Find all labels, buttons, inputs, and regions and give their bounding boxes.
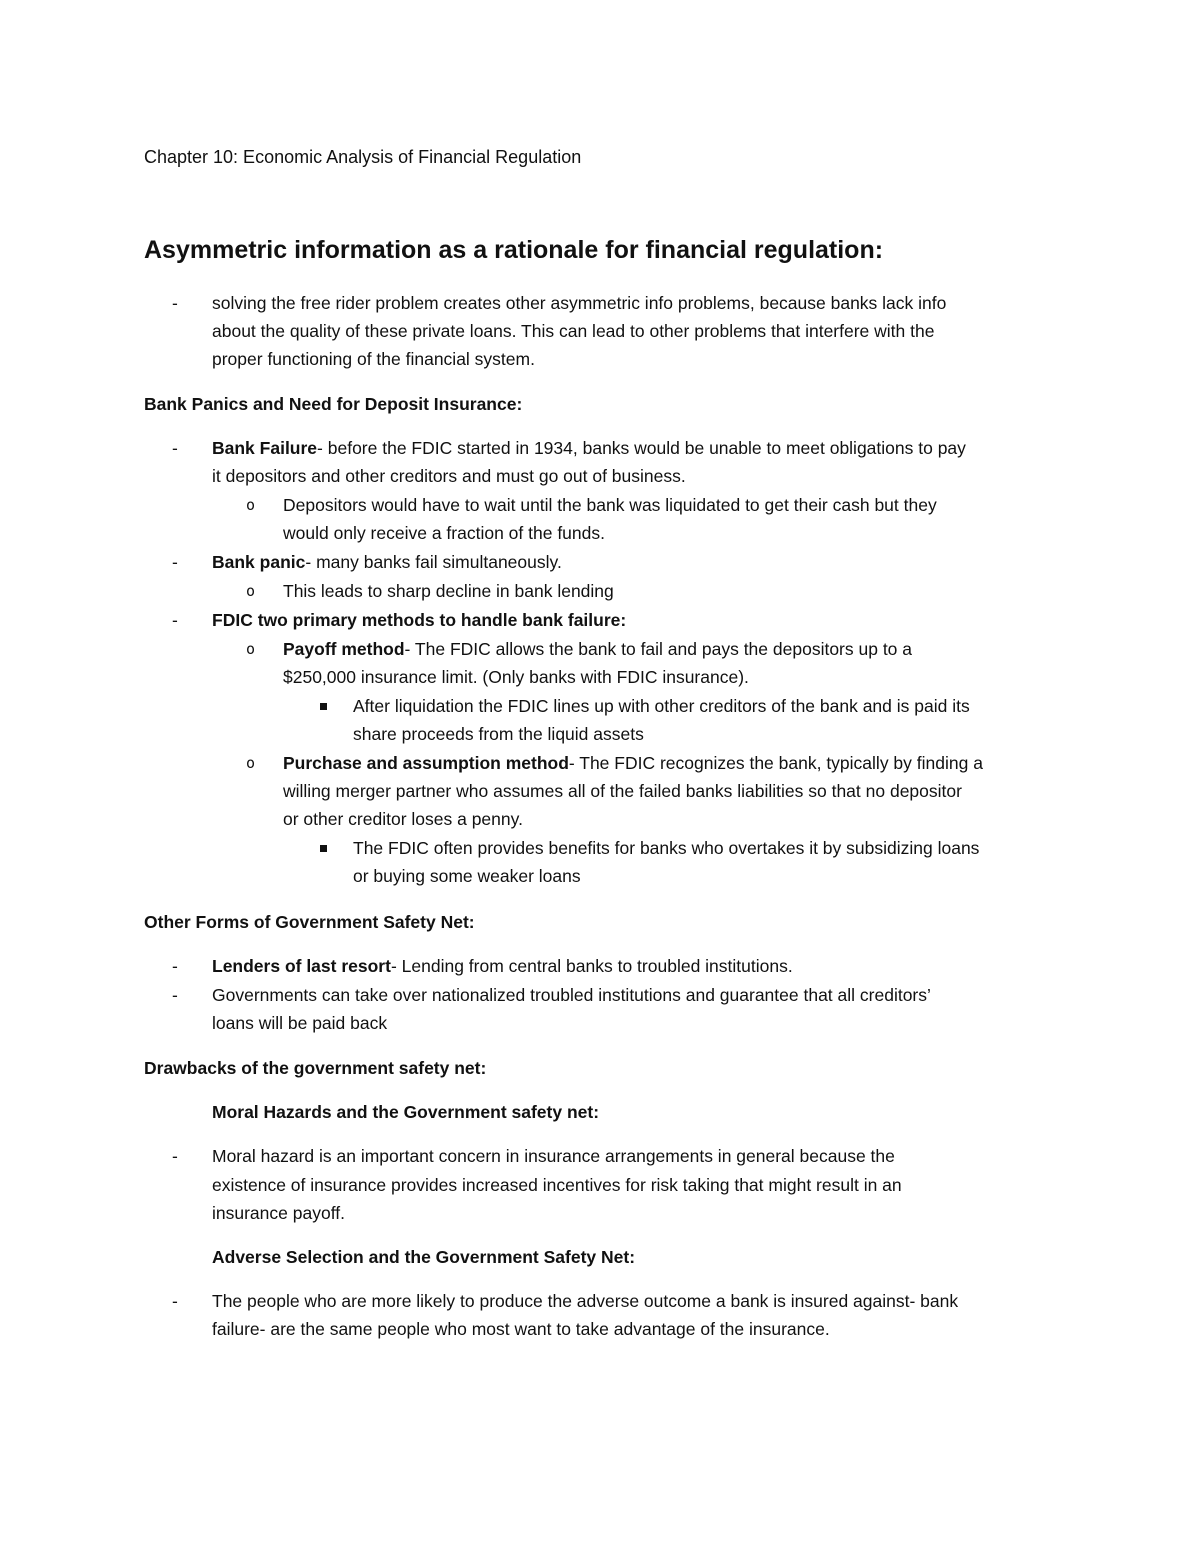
bank-failure-term: Bank Failure (212, 438, 318, 458)
payoff-sub-line-2: share proceeds from the liquid assets (353, 724, 644, 744)
fdic-methods-heading: FDIC two primary methods to handle bank failure: (212, 610, 627, 630)
bullet-dash: - (172, 1146, 178, 1166)
chapter-title: Chapter 10: Economic Analysis of Financial Regulation (144, 147, 582, 167)
bank-failure-line-2: it depositors and other creditors and must go out of business. (212, 466, 686, 486)
depositors-line-2: would only receive a fraction of the funds. (283, 523, 605, 543)
governments-line-1: Governments can take over nationalized troubled institutions and guarantee that all creditors’ (212, 985, 931, 1005)
purchase-sub-line-1: The FDIC often provides benefits for banks who overtakes it by subsidizing loans (353, 838, 980, 858)
section-heading-drawbacks: Drawbacks of the government safety net: (144, 1058, 487, 1078)
subheading-moral-hazard: Moral Hazards and the Government safety net: (212, 1102, 600, 1122)
bullet-dash: - (172, 438, 178, 458)
moral-line-2: existence of insurance provides increased incentives for risk taking that might result in an (212, 1175, 902, 1195)
intro-line-2: about the quality of these private loans. This can lead to other problems that interfere with the (212, 321, 935, 341)
bullet-dash: - (172, 956, 178, 976)
moral-line-1: Moral hazard is an important concern in insurance arrangements in general because the (212, 1146, 895, 1166)
bullet-circle: o (246, 496, 256, 514)
bullet-circle: o (246, 640, 256, 658)
section-heading-other-forms: Other Forms of Government Safety Net: (144, 912, 475, 932)
adverse-line-1: The people who are more likely to produce the adverse outcome a bank is insured against- bank (212, 1291, 959, 1311)
intro-line-1: solving the free rider problem creates other asymmetric info problems, because banks lack info (212, 293, 947, 313)
intro-line-3: proper functioning of the financial system. (212, 349, 535, 369)
section-heading-bank-panics: Bank Panics and Need for Deposit Insurance: (144, 394, 523, 414)
bank-panic-line: Bank panic- many banks fail simultaneously. (212, 552, 562, 572)
bullet-dash: - (172, 293, 178, 313)
purchase-sub-line-2: or buying some weaker loans (353, 866, 581, 886)
depositors-line-1: Depositors would have to wait until the bank was liquidated to get their cash but they (283, 495, 937, 515)
bullet-circle: o (246, 582, 256, 600)
bullet-dash: - (172, 610, 178, 630)
bullet-dash: - (172, 1291, 178, 1311)
lenders-line: Lenders of last resort- Lending from central banks to troubled institutions. (212, 956, 793, 976)
bullet-square (320, 703, 327, 710)
bank-panic-term: Bank panic (212, 552, 306, 572)
bank-panic-sub: This leads to sharp decline in bank lending (283, 581, 614, 601)
bullet-dash: - (172, 985, 178, 1005)
lenders-term: Lenders of last resort (212, 956, 391, 976)
main-heading: Asymmetric information as a rationale for financial regulation: (144, 236, 884, 264)
bank-failure-line-1: Bank Failure- before the FDIC started in 1934, banks would be unable to meet obligations to pay (212, 438, 966, 458)
purchase-line-1: Purchase and assumption method- The FDIC recognizes the bank, typically by finding a (283, 753, 983, 773)
purchase-line-2: willing merger partner who assumes all of the failed banks liabilities so that no depositor (283, 781, 962, 801)
bullet-square (320, 845, 327, 852)
governments-line-2: loans will be paid back (212, 1013, 388, 1033)
payoff-line-1: Payoff method- The FDIC allows the bank to fail and pays the depositors up to a (283, 639, 913, 659)
adverse-line-2: failure- are the same people who most want to take advantage of the insurance. (212, 1319, 830, 1339)
subheading-adverse-selection: Adverse Selection and the Government Safety Net: (212, 1247, 636, 1267)
purchase-term: Purchase and assumption method (283, 753, 569, 773)
payoff-line-2: $250,000 insurance limit. (Only banks with FDIC insurance). (283, 667, 749, 687)
purchase-line-3: or other creditor loses a penny. (283, 809, 523, 829)
moral-line-3: insurance payoff. (212, 1203, 345, 1223)
bullet-dash: - (172, 552, 178, 572)
payoff-term: Payoff method (283, 639, 405, 659)
bullet-circle: o (246, 754, 256, 772)
payoff-sub-line-1: After liquidation the FDIC lines up with other creditors of the bank and is paid its (353, 696, 970, 716)
